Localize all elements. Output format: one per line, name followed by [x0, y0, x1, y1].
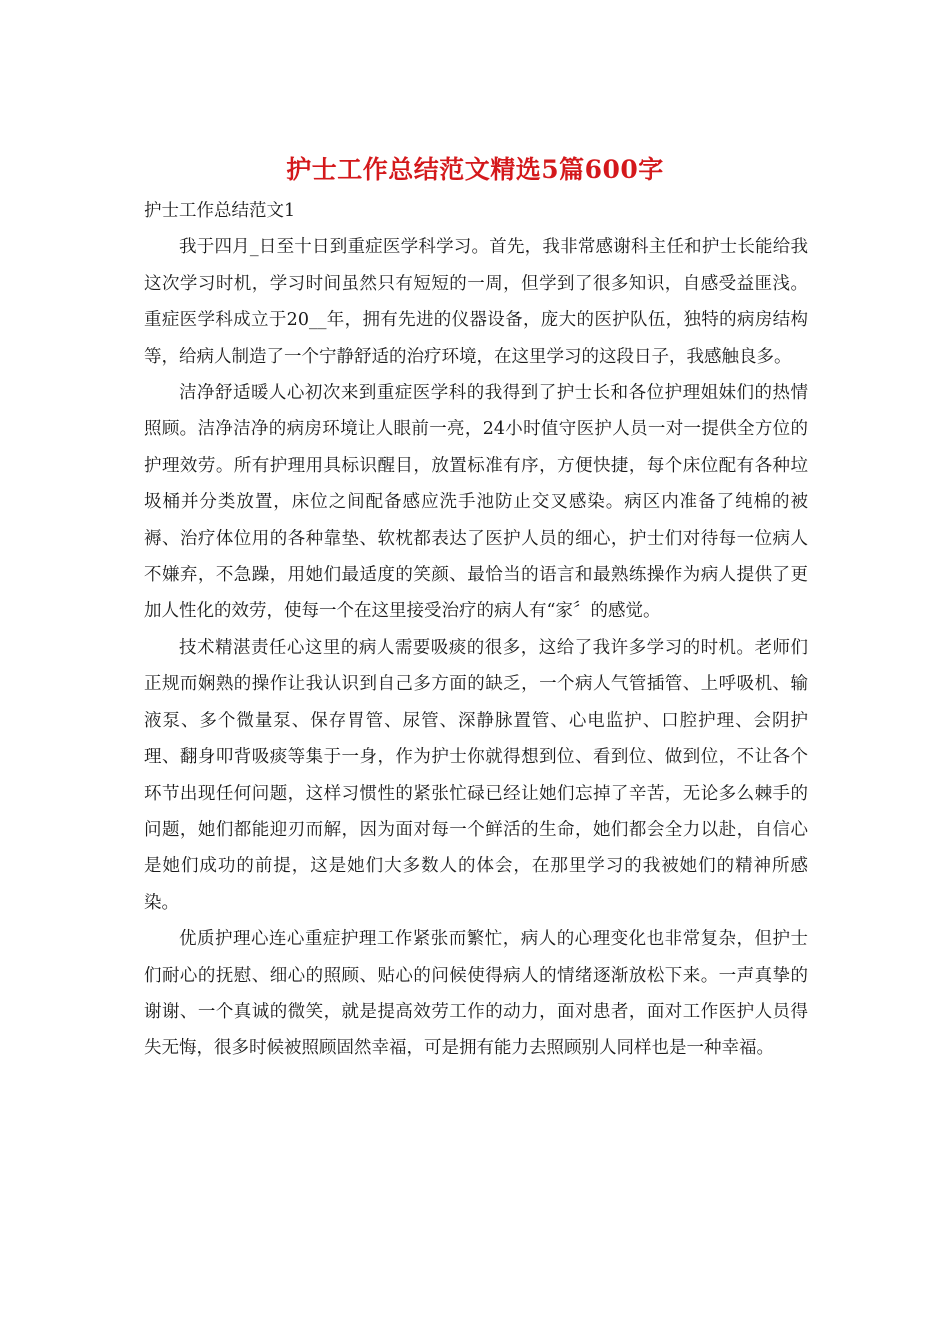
- document-title: 护士工作总结范文精选5篇600字: [286, 155, 664, 184]
- paragraph: 洁净舒适暖人心初次来到重症医学科的我得到了护士长和各位护理姐妹们的热情照顾。洁净洁净的病房环境让人眼前一亮，24小时值守医护人员一对一提供全方位的护理效劳。所有护理用具标识醒目，放置标准有序，方便快捷，每个床位配有各种垃圾桶并分类放置，床位之间配备感应洗手池防止交叉感染。病区内准备了纯棉的被褥、治疗体位用的各种靠垫、软枕都表达了医护人员的细心，护士们对待每一位病人不嫌弃，不急躁，用她们最适度的笑颜、最恰当的语言和最熟练操作为病人提供了更加人性化的效劳，使每一个在这里接受治疗的病人有“家〞的感觉。: [144, 383, 808, 622]
- paragraph: 技术精湛责任心这里的病人需要吸痰的很多，这给了我许多学习的时机。老师们正规而娴熟的操作让我认识到自己多方面的缺乏，一个病人气管插管、上呼吸机、输液泵、多个微量泵、保存胃管、尿管、深静脉置管、心电监护、口腔护理、会阴护理、翻身叩背吸痰等集于一身，作为护士你就得想到位、看到位、做到位，不让各个环节出现任何问题，这样习惯性的紧张忙碌已经让她们忘掉了辛苦，无论多么棘手的问题，她们都能迎刃而解，因为面对每一个鲜活的生命，她们都会全力以赴，自信心是她们成功的前提，这是她们大多数人的体会，在那里学习的我被她们的精神所感染。: [144, 637, 808, 913]
- document-body: [144, 193, 808, 1067]
- paragraph: 我于四月_日至十日到重症医学科学习。首先，我非常感谢科主任和护士长能给我这次学习时机，学习时间虽然只有短短的一周，但学到了很多知识，自感受益匪浅。重症医学科成立于20__年，拥有先进的仪器设备，庞大的医护队伍，独特的病房结构等，给病人制造了一个宁静舒适的治疗环境，在这里学习的这段日子，我感触良多。: [144, 237, 808, 367]
- paragraph: 优质护理心连心重症护理工作紧张而繁忙，病人的心理变化也非常复杂，但护士们耐心的抚慰、细心的照顾、贴心的问候使得病人的情绪逐渐放松下来。一声真挚的谢谢、一个真诚的微笑，就是提高效劳工作的动力，面对患者，面对工作医护人员得失无悔，很多时候被照顾固然幸福，可是拥有能力去照顾别人同样也是一种幸福。: [144, 929, 808, 1059]
- section-heading: 护士工作总结范文1: [144, 201, 296, 221]
